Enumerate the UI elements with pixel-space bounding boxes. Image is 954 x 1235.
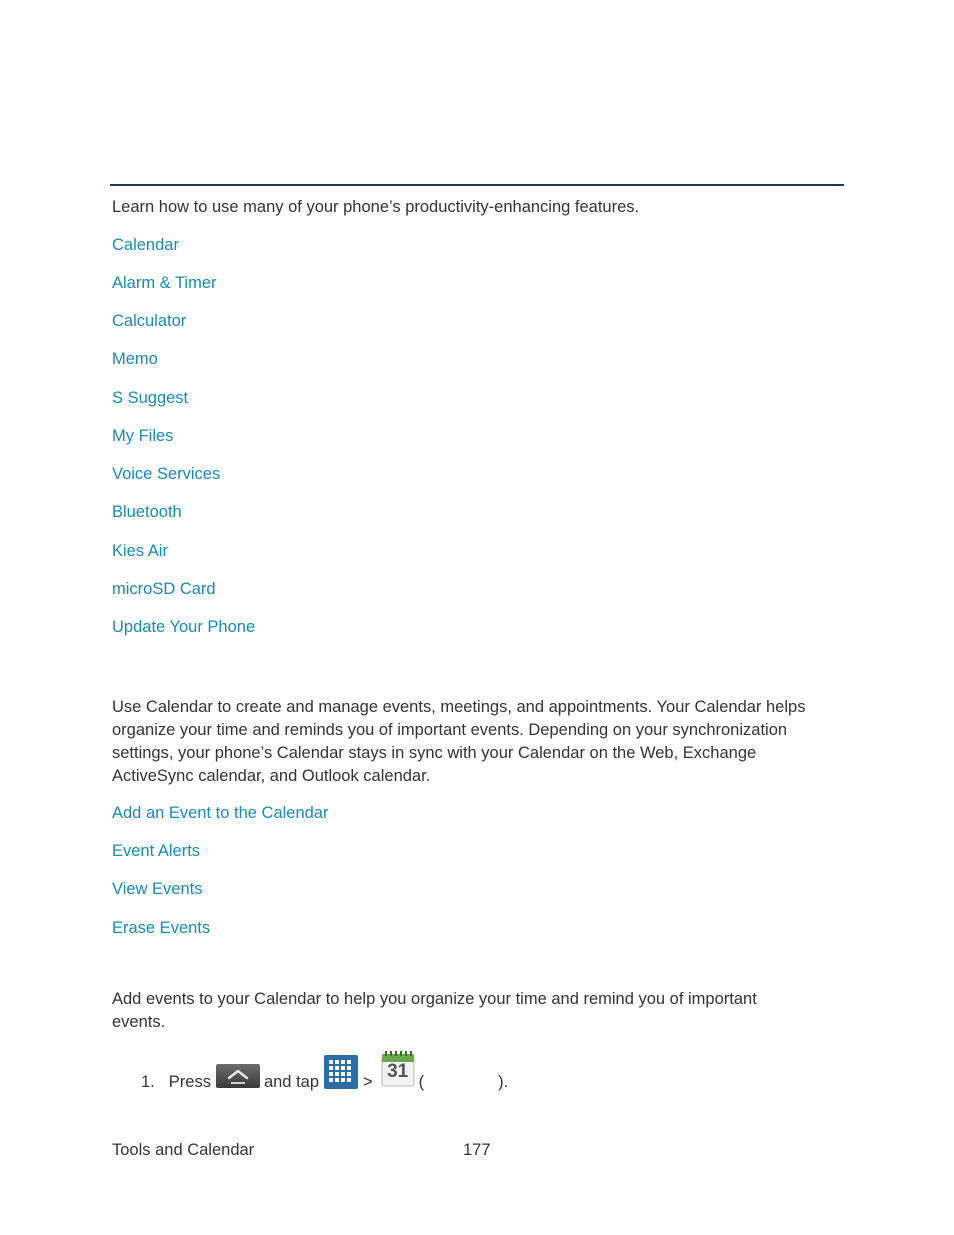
calendar-link-erase-events[interactable]: Erase Events [112,919,211,937]
step-and-tap-text: and tap [263,1073,320,1091]
footer-section-title: Tools and Calendar [112,1141,255,1159]
home-key-icon [216,1064,260,1088]
footer-page-number: 177 [463,1141,491,1159]
add-event-intro-line-1: Add events to your Calendar to help you organize your time and remind you of important [112,990,757,1008]
step-press-text: Press [168,1073,211,1091]
calendar-icon-day: 31 [387,1061,409,1082]
step-paren-close: ). [498,1073,509,1091]
toc-link-kies-air[interactable]: Kies Air [112,542,168,560]
calendar-31-icon [381,1051,415,1087]
toc-link-my-files[interactable]: My Files [112,427,174,445]
step-number: 1. [141,1073,155,1091]
calendar-intro-line-4: ActiveSync calendar, and Outlook calendar. [112,767,431,785]
calendar-intro-line-2: organize your time and reminds you of important events. Depending on your synchronization [112,721,788,739]
toc-link-memo[interactable]: Memo [112,350,158,368]
add-event-intro-line-2: events. [112,1013,166,1031]
step-separator: > [363,1073,373,1091]
step-1 [141,1048,508,1092]
toc-link-bluetooth[interactable]: Bluetooth [112,503,182,521]
intro-text: Learn how to use many of your phone’s productivity-enhancing features. [112,198,640,216]
toc-link-s-suggest[interactable]: S Suggest [112,389,189,407]
calendar-intro-line-3: settings, your phone’s Calendar stays in sync with your Calendar on the Web, Exchange [112,744,757,762]
calendar-link-add-event[interactable]: Add an Event to the Calendar [112,804,329,822]
toc-link-calculator[interactable]: Calculator [112,312,187,330]
calendar-intro-line-1: Use Calendar to create and manage events, meetings, and appointments. Your Calendar helps [112,698,806,716]
toc-link-microsd-card[interactable]: microSD Card [112,580,216,598]
toc-link-voice-services[interactable]: Voice Services [112,465,221,483]
step-paren-open: ( [418,1073,425,1091]
heading-rule [110,184,844,186]
calendar-link-event-alerts[interactable]: Event Alerts [112,842,201,860]
toc-link-calendar[interactable]: Calendar [112,236,179,254]
toc-link-alarm-timer[interactable]: Alarm & Timer [112,274,217,292]
toc-link-update-your-phone[interactable]: Update Your Phone [112,618,256,636]
apps-grid-icon [324,1055,358,1089]
calendar-link-view-events[interactable]: View Events [112,880,203,898]
